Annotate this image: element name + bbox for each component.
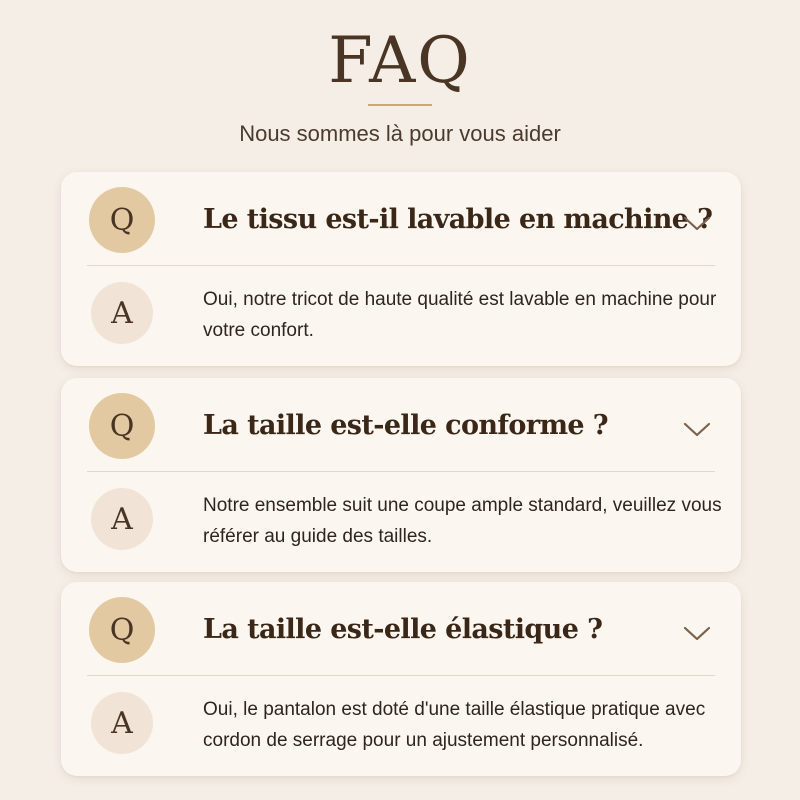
title-divider	[368, 104, 432, 106]
question-badge: Q	[89, 597, 155, 663]
faq-item	[61, 582, 741, 776]
faq-header	[0, 0, 800, 160]
answer-badge: A	[91, 282, 153, 344]
faq-divider	[87, 471, 715, 472]
faq-question-toggle[interactable]: La taille est-elle élastique ?	[203, 614, 603, 645]
faq-question-toggle[interactable]: La taille est-elle conforme ?	[203, 410, 609, 441]
chevron-down-icon[interactable]	[681, 212, 713, 234]
answer-badge: A	[91, 488, 153, 550]
faq-answer: Oui, le pantalon est doté d'une taille élastique pratique avec cordon de serrage pour un ajustement personnalisé.	[203, 699, 706, 751]
page-subtitle: Nous sommes là pour vous aider	[239, 121, 561, 146]
chevron-down-icon[interactable]	[681, 622, 713, 644]
faq-item	[61, 172, 741, 366]
faq-divider	[87, 675, 715, 676]
faq-item	[61, 378, 741, 572]
page-title: FAQ	[328, 24, 472, 98]
question-badge: Q	[89, 187, 155, 253]
chevron-down-icon[interactable]	[681, 418, 713, 440]
faq-answer: Oui, notre tricot de haute qualité est lavable en machine pour votre confort.	[203, 289, 717, 341]
faq-answer: Notre ensemble suit une coupe ample standard, veuillez vous référer au guide des tailles.	[203, 495, 722, 547]
faq-divider	[87, 265, 715, 266]
question-badge: Q	[89, 393, 155, 459]
faq-question-toggle[interactable]: Le tissu est-il lavable en machine ?	[203, 204, 713, 235]
answer-badge: A	[91, 692, 153, 754]
